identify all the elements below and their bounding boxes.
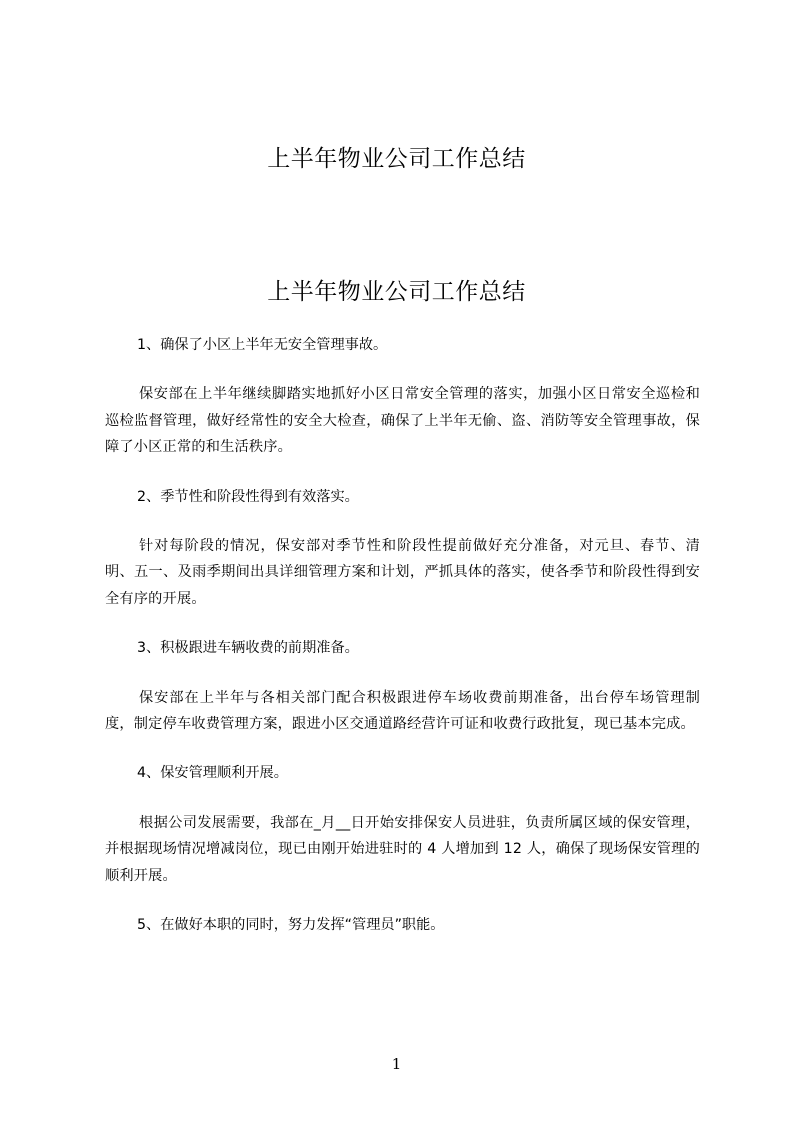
section-heading-5: 5、在做好本职的同时，努力发挥“管理员”职能。 (137, 917, 445, 934)
page-number: 1 (391, 1055, 402, 1073)
section-body-4: 根据公司发展需要，我部在_月__日开始安排保安人员进驻，负责所属区域的保安管理，并根据现场情况增减岗位，现已由刚开始进驻时的 4 人增加到 12 人，确保了现场保安管理的顺利开展。 (105, 814, 700, 884)
main-title: 上半年物业公司工作总结 (267, 279, 526, 305)
section-heading-1: 1、确保了小区上半年无安全管理事故。 (137, 337, 388, 353)
cover-title: 上半年物业公司工作总结 (267, 146, 526, 172)
section-heading-2: 2、季节性和阶段性得到有效落实。 (137, 488, 359, 505)
section-body-3: 保安部在上半年与各相关部门配合积极跟进停车场收费前期准备，出台停车场管理制度，制定停车收费管理方案，跟进小区交通道路经营许可证和收费行政批复，现已基本完成。 (105, 689, 700, 733)
document-body (105, 332, 700, 962)
section-heading-3: 3、积极跟进车辆收费的前期准备。 (137, 640, 359, 657)
section-body-2: 针对每阶段的情况，保安部对季节性和阶段性提前做好充分准备，对元旦、春节、清明、五一、及雨季期间出具详细管理方案和计划，严抓具体的落实，使各季节和阶段性得到安全有序的开展。 (105, 538, 700, 607)
section-heading-4: 4、保安管理顺利开展。 (137, 765, 288, 782)
section-body-1: 保安部在上半年继续脚踏实地抓好小区日常安全管理的落实，加强小区日常安全巡检和巡检监督管理，做好经常性的安全大检查，确保了上半年无偷、盗、消防等安全管理事故，保障了小区正常的和生活秩序。 (105, 386, 700, 456)
